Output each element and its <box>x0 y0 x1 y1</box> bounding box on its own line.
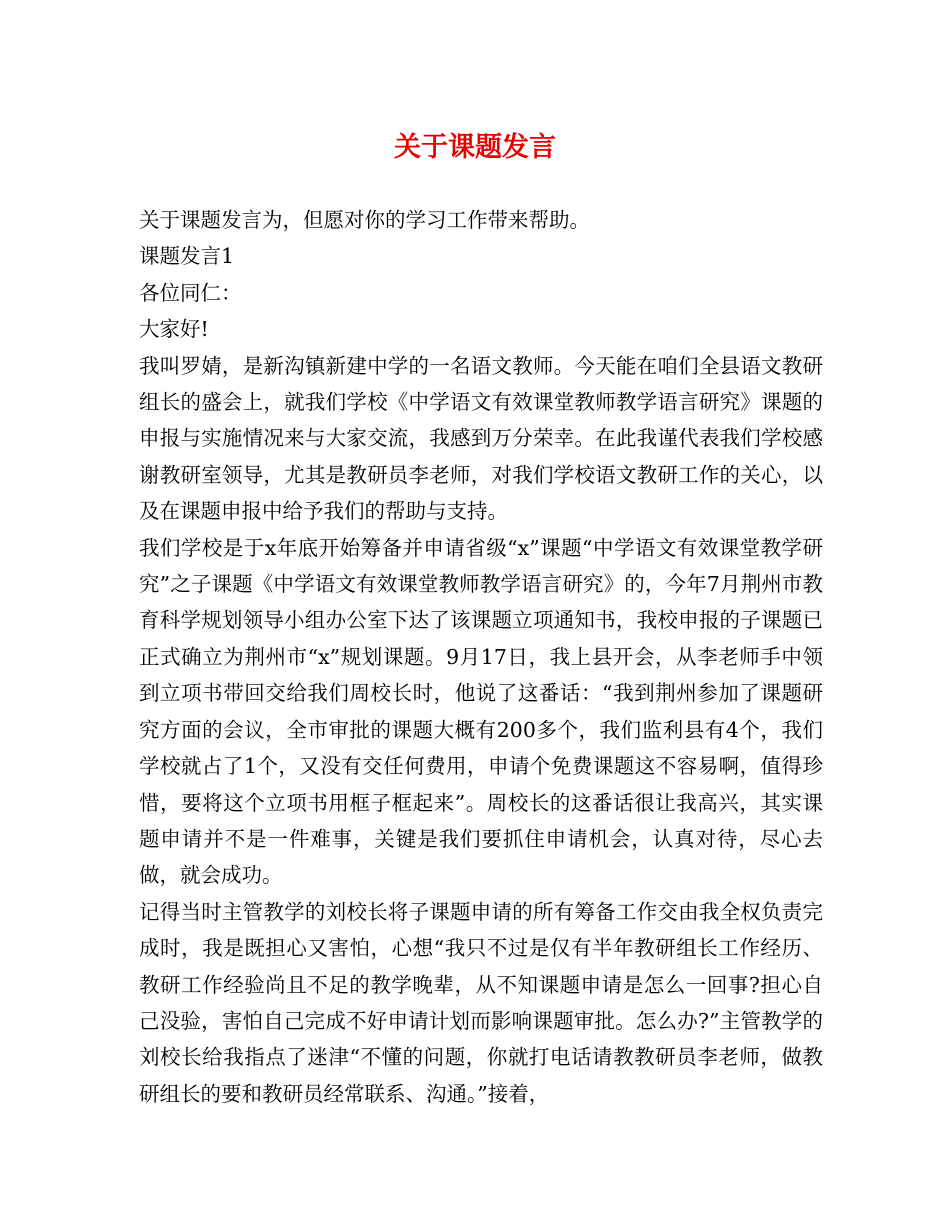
document-title: 关于课题发言 <box>394 132 556 163</box>
body-paragraph: 我们学校是于x年底开始筹备并申请省级“x”课题“中学语文有效课堂教学研究”之子课题《中学语文有效课堂教师教学语言研究》的，今年7月荆州市教育科学规划领导小组办公室下达了该课题立项通知书，我校申报的子课题已正式确立为荆州市“x”规划课题。9月17日，我上县开会，从李老师手中领到立项书带回交给我们周校长时，他说了这番话：“我到荆州参加了课题研究方面的会议，全市审批的课题大概有200多个，我们监利县有4个，我们学校就占了1个，又没有交任何费用，申请个免费课题这不容易啊，值得珍惜，要将这个立项书用框子框起来”。周校长的这番话很让我高兴，其实课题申请并不是一件难事，关键是我们要抓住申请机会，认真对待，尽心去做，就会成功。 <box>139 535 823 888</box>
intro-paragraph: 关于课题发言为，但愿对你的学习工作带来帮助。 <box>139 208 590 232</box>
body-paragraph: 记得当时主管教学的刘校长将子课题申请的所有筹备工作交由我全权负责完成时，我是既担心又害怕，心想“我只不过是仅有半年教研组长工作经历、教研工作经验尚且不足的教学晚辈，从不知课题申请是怎么一回事?担心自己没验，害怕自己完成不好申请计划而影响课题审批。怎么办?”主管教学的刘校长给我指点了迷津“不懂的问题，你就打电话请教教研员李老师，做教研组长的要和教研员经常联系、沟通。”接着， <box>139 899 823 1106</box>
salutation: 各位同仁： <box>139 280 242 305</box>
document-body <box>139 202 823 1112</box>
section-heading: 课题发言1 <box>139 244 235 269</box>
greeting: 大家好! <box>139 317 209 342</box>
body-paragraph: 我叫罗婧，是新沟镇新建中学的一名语文教师。今天能在咱们全县语文教研组长的盛会上，就我们学校《中学语文有效课堂教师教学语言研究》课题的申报与实施情况来与大家交流，我感到万分荣幸。在此我谨代表我们学校感谢教研室领导，尤其是教研员李老师，对我们学校语文教研工作的关心，以及在课题申报中给予我们的帮助与支持。 <box>139 353 823 524</box>
